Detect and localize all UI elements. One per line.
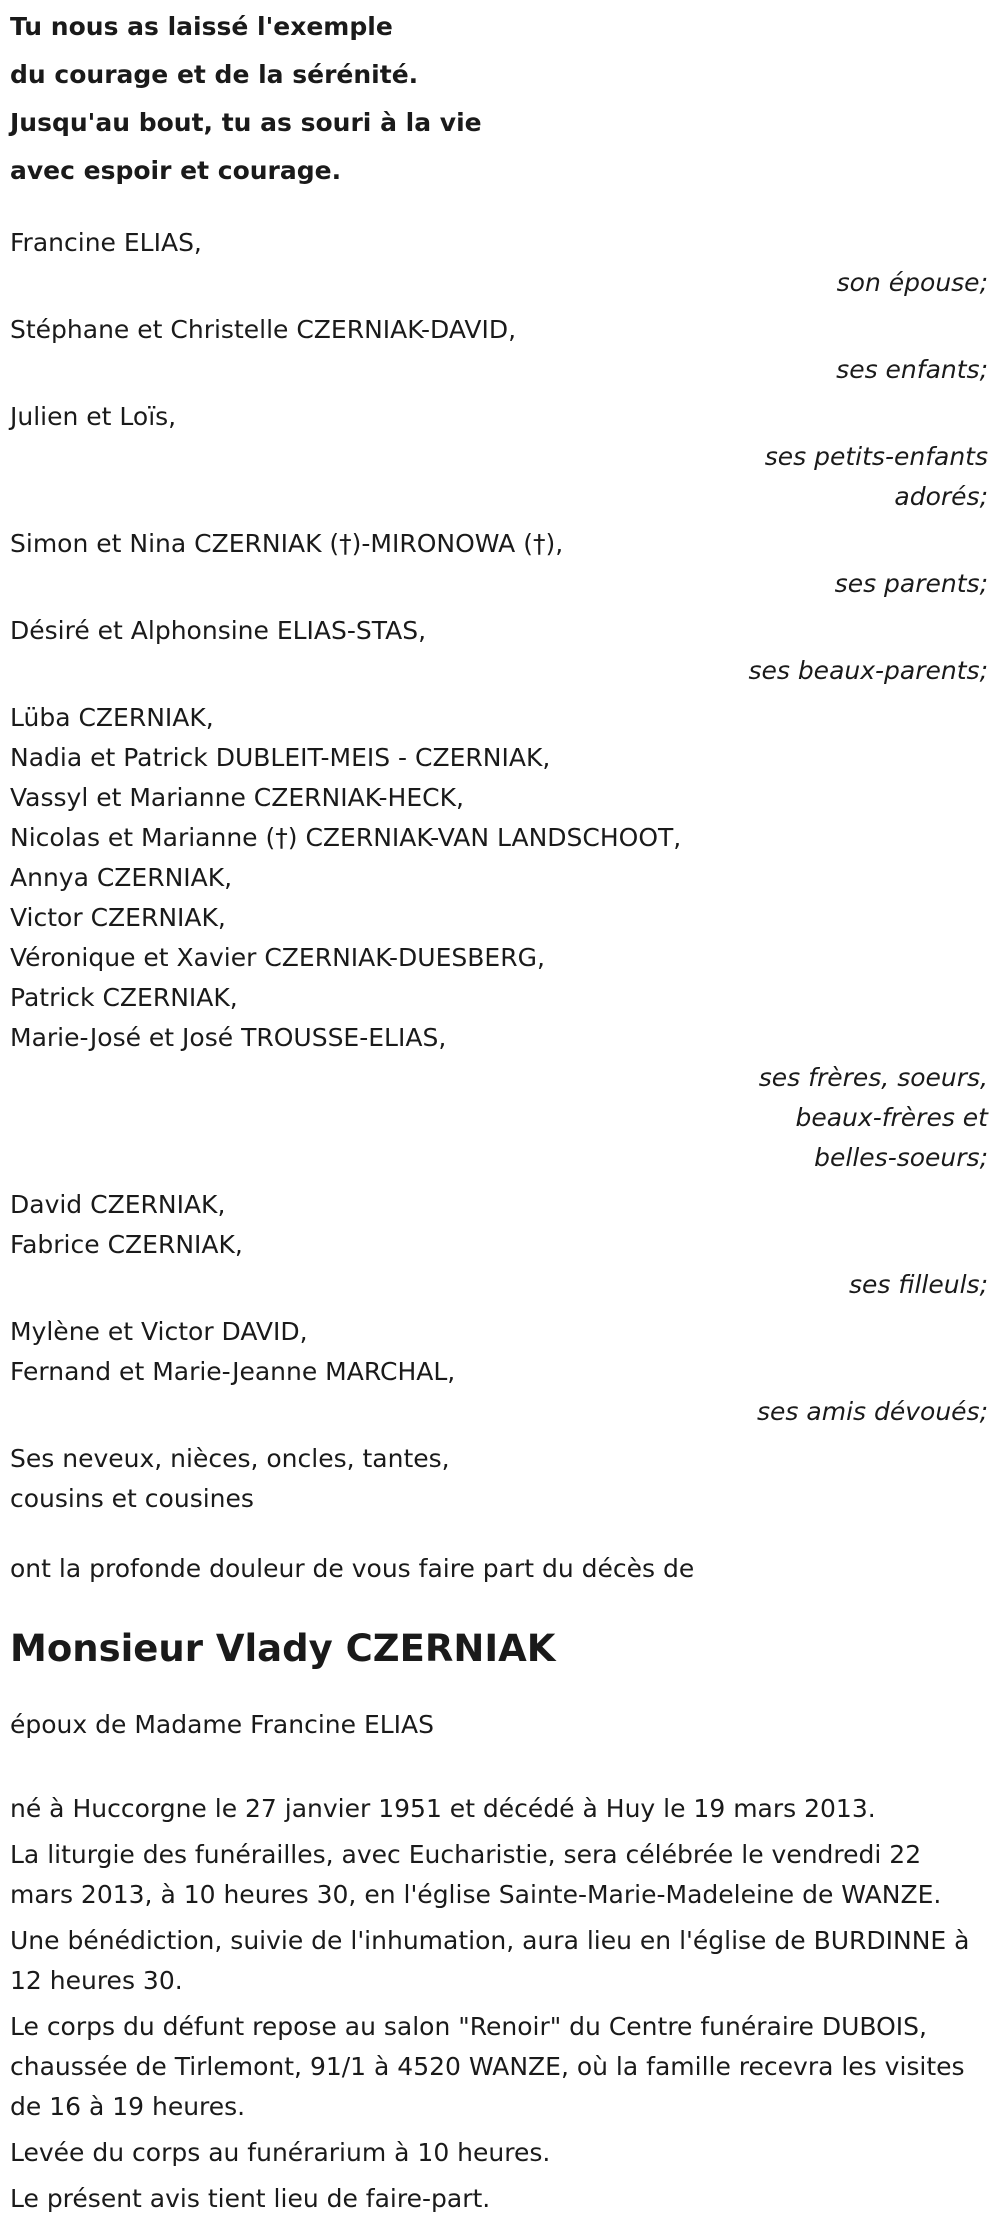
family-name-line: Vassyl et Marianne CZERNIAK-HECK, (10, 783, 464, 812)
family-name-line: Victor CZERNIAK, (10, 903, 226, 932)
family-name-line: Nadia et Patrick DUBLEIT-MEIS - CZERNIAK, (10, 743, 551, 772)
family-role-line: adorés; (894, 482, 988, 511)
family-names (10, 310, 990, 350)
family-role-line: ses frères, soeurs, (758, 1063, 988, 1092)
detail-paragraph: né à Huccorgne le 27 janvier 1951 et décédé à Huy le 19 mars 2013. (10, 1794, 876, 1823)
detail-paragraph: Le présent avis tient lieu de faire-part. (10, 2184, 491, 2213)
family-group (10, 397, 990, 517)
family-name-line: Julien et Loïs, (10, 402, 177, 431)
family-role (10, 651, 990, 691)
deceased-name: Monsieur Vlady CZERNIAK (10, 1627, 556, 1670)
detail-paragraph: Une bénédiction, suivie de l'inhumation, aura lieu en l'église de BURDINNE à 12 heures 30. (10, 1926, 970, 1995)
detail-paragraph: La liturgie des funérailles, avec Eucharistie, sera célébrée le vendredi 22 mars 2013, à 10 heures 30, en l'église Sainte-Marie-Madeleine de WANZE. (10, 1840, 942, 1909)
family-name-line: Stéphane et Christelle CZERNIAK-DAVID, (10, 315, 517, 344)
family-name-line: Simon et Nina CZERNIAK (†)-MIRONOWA (†), (10, 529, 564, 558)
family-role-line: belles-soeurs; (814, 1143, 988, 1172)
family-names (10, 223, 990, 263)
funeral-details (10, 1789, 990, 2219)
family-group (10, 1312, 990, 1432)
family-role (10, 1392, 990, 1432)
family-group (10, 223, 990, 303)
family-name-line: Mylène et Victor DAVID, (10, 1317, 308, 1346)
family-name-line: Désiré et Alphonsine ELIAS-STAS, (10, 616, 427, 645)
family-role-line: ses amis dévoués; (757, 1397, 988, 1426)
family-names (10, 524, 990, 564)
family-role (10, 564, 990, 604)
family-name-line: Francine ELIAS, (10, 228, 202, 257)
family-role-line: beaux-frères et (795, 1103, 988, 1132)
family-names (10, 698, 990, 1058)
family-names (10, 611, 990, 651)
family-names (10, 1312, 990, 1392)
family-name-line: Véronique et Xavier CZERNIAK-DUESBERG, (10, 943, 545, 972)
family-name-line: Annya CZERNIAK, (10, 863, 233, 892)
family-names (10, 1439, 990, 1519)
detail-paragraph: Le corps du défunt repose au salon "Renoir" du Centre funéraire DUBOIS, chaussée de Tirlemont, 91/1 à 4520 WANZE, où la famille recevra les visites de 16 à 19 heures. (10, 2012, 965, 2121)
family-name-line: Nicolas et Marianne (†) CZERNIAK-VAN LANDSCHOOT, (10, 823, 682, 852)
spouse-line: époux de Madame Francine ELIAS (10, 1710, 435, 1739)
family-name-line: David CZERNIAK, (10, 1190, 226, 1219)
family-role (10, 263, 990, 303)
family-group (10, 1439, 990, 1519)
family-name-line: Marie-José et José TROUSSE-ELIAS, (10, 1023, 447, 1052)
poem-line: Jusqu'au bout, tu as souri à la vie (10, 108, 482, 137)
family-names (10, 397, 990, 437)
poem-line: Tu nous as laissé l'exemple (10, 12, 393, 41)
family-names (10, 1185, 990, 1265)
family-group (10, 698, 990, 1178)
family-name-line: Patrick CZERNIAK, (10, 983, 238, 1012)
family-name-line: Fabrice CZERNIAK, (10, 1230, 243, 1259)
family-name-line: Fernand et Marie-Jeanne MARCHAL, (10, 1357, 456, 1386)
detail-paragraph: Levée du corps au funérarium à 10 heures. (10, 2138, 551, 2167)
family-role-line: ses enfants; (836, 355, 988, 384)
family-role (10, 437, 990, 517)
obituary-page (0, 3, 1000, 2219)
announcement: ont la profonde douleur de vous faire part du décès de (10, 1554, 695, 1583)
poem (10, 3, 990, 195)
family-role-line: son épouse; (836, 268, 988, 297)
family-role-line: ses parents; (834, 569, 988, 598)
family-role-line: ses beaux-parents; (748, 656, 988, 685)
family-role-line: ses petits-enfants (764, 442, 988, 471)
poem-line: avec espoir et courage. (10, 156, 342, 185)
family-name-line: Lüba CZERNIAK, (10, 703, 214, 732)
family-role (10, 1058, 990, 1178)
family-group (10, 310, 990, 390)
family-role (10, 350, 990, 390)
family-role (10, 1265, 990, 1305)
poem-line: du courage et de la sérénité. (10, 60, 419, 89)
family-group (10, 524, 990, 604)
family-role-line: ses filleuls; (848, 1270, 988, 1299)
family-group (10, 1185, 990, 1305)
family-name-line: Ses neveux, nièces, oncles, tantes, (10, 1444, 450, 1473)
family-name-line: cousins et cousines (10, 1484, 254, 1513)
family-list (10, 223, 990, 1519)
family-group (10, 611, 990, 691)
